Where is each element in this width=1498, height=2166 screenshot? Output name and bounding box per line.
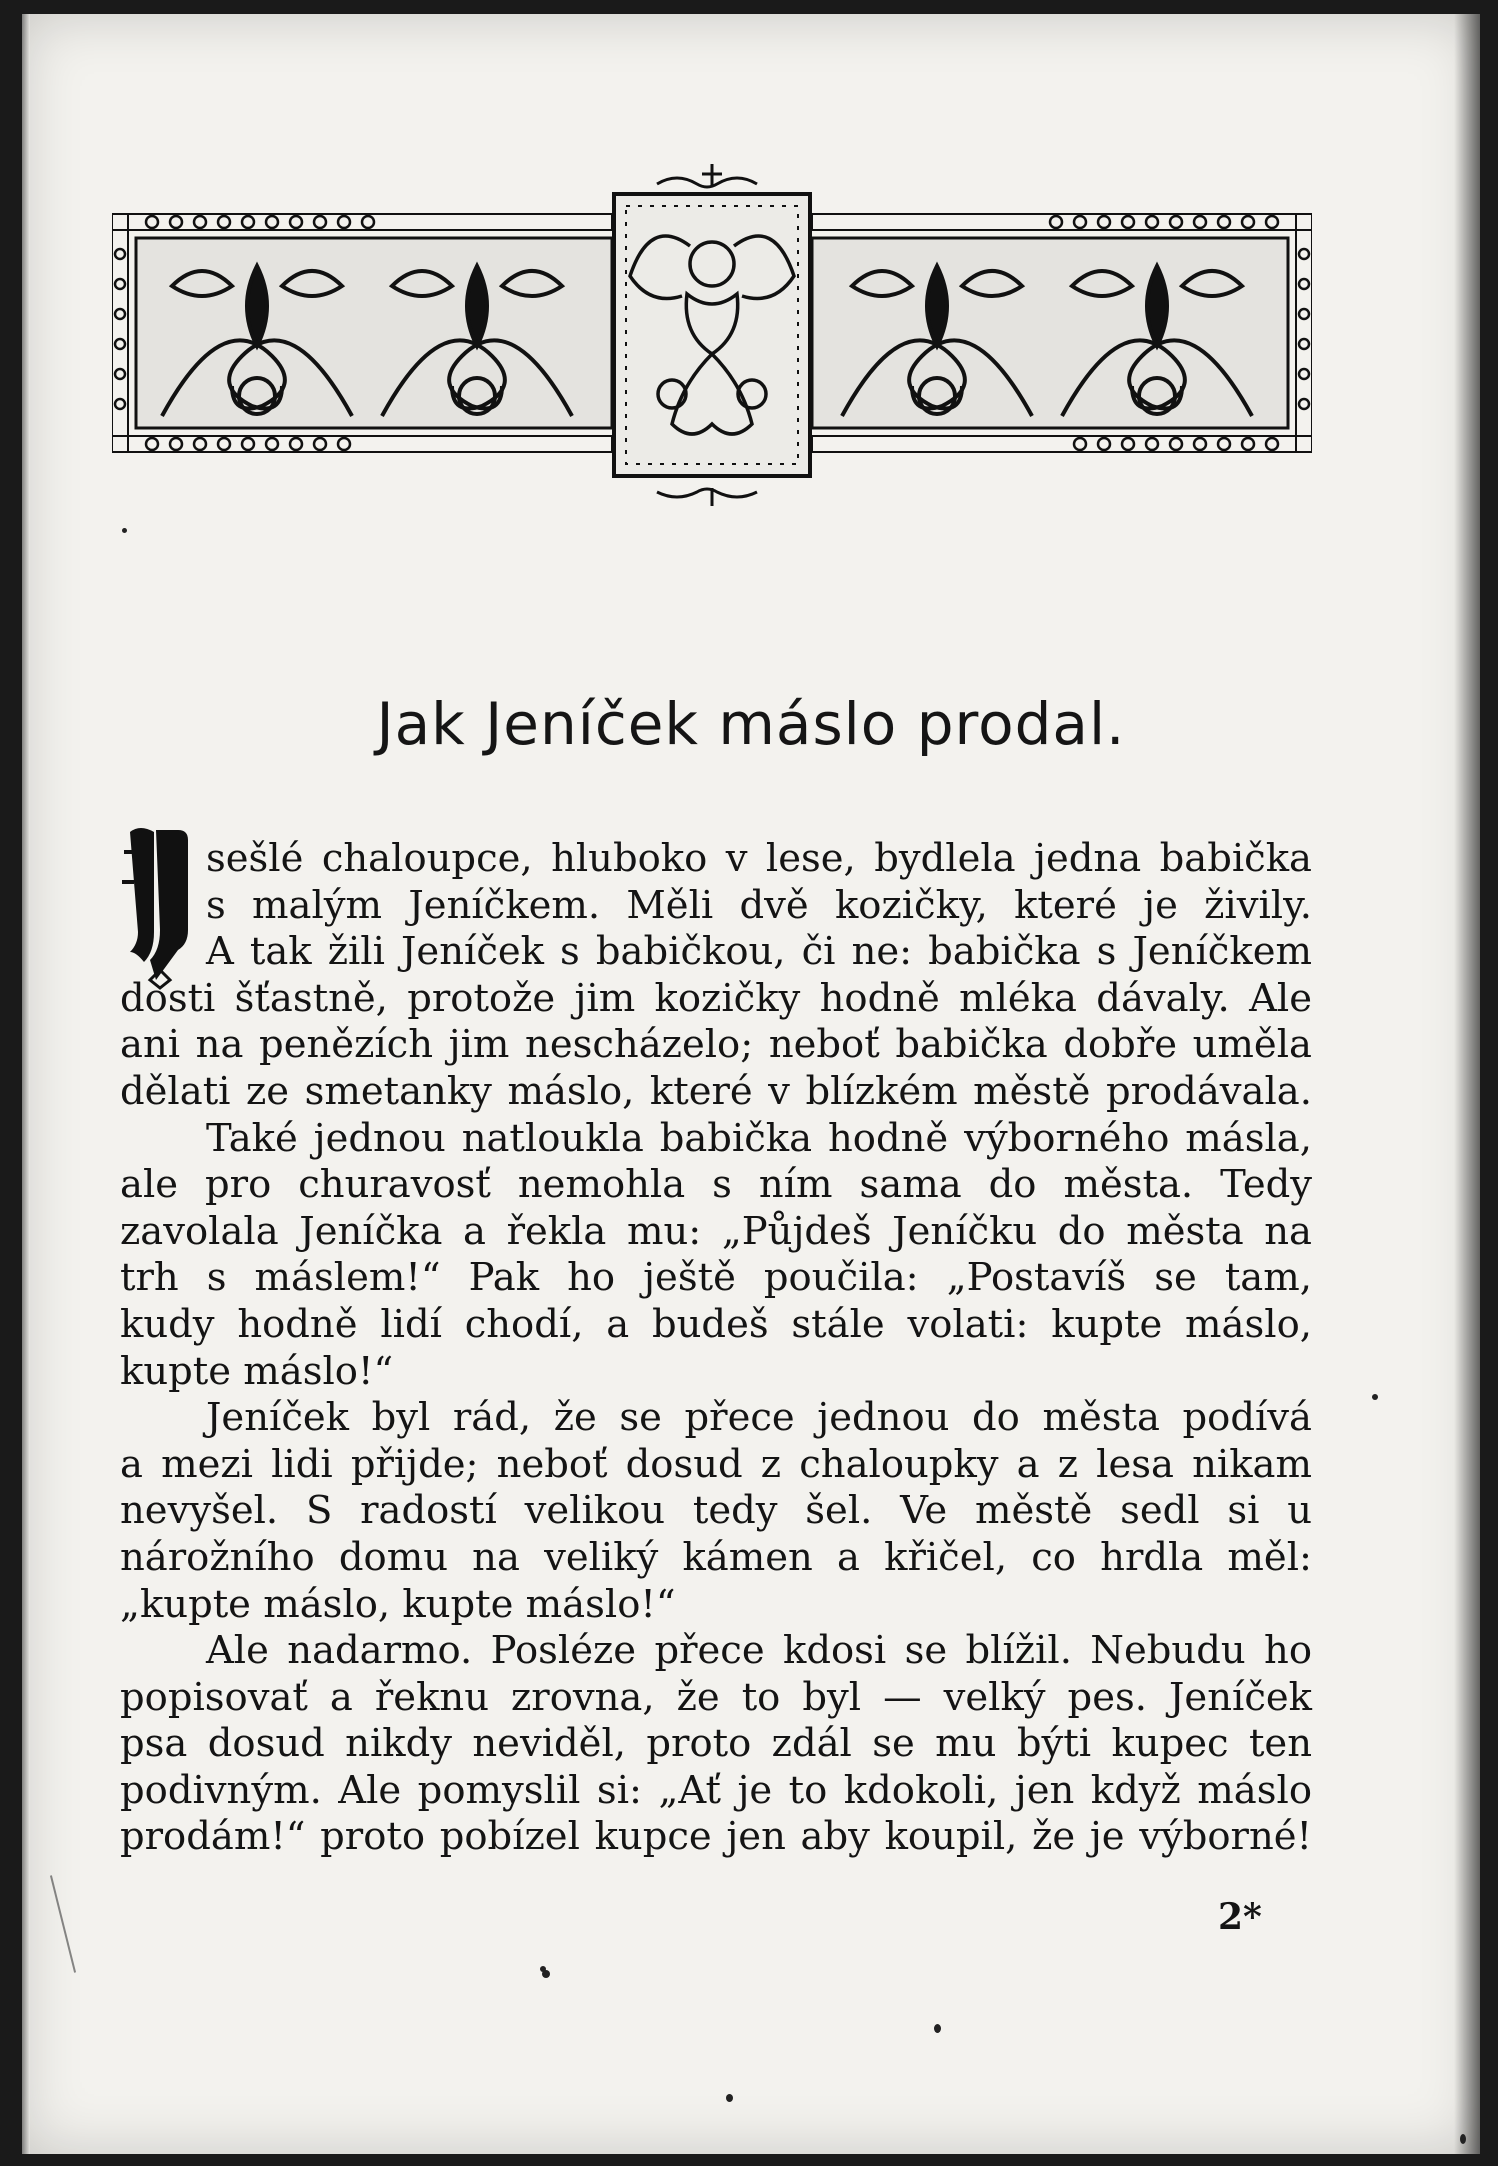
body-text [120, 836, 1312, 1861]
text-line: psa dosud nikdy neviděl, proto zdál se mu býti kupec ten [120, 1721, 1312, 1767]
print-speck [1460, 2134, 1466, 2144]
text-line: ale pro churavosť nemohla s ním sama do města. Tedy [120, 1162, 1312, 1208]
chapter-title: Jak Jeníček máslo prodal. [376, 690, 1126, 758]
print-speck [1372, 1394, 1378, 1400]
text-line: dosti šťastně, protože jim kozičky hodně mléka dávaly. Ale [120, 975, 1312, 1021]
page-left-edge [22, 14, 30, 2154]
text-line: dělati ze smetanky máslo, které v blízkém městě prodávala. [120, 1068, 1312, 1114]
text-line: Také jednou natloukla babička hodně výborného másla, [206, 1115, 1312, 1161]
text-line: a mezi lidi přijde; neboť dosud z chaloupky a z lesa nikam [120, 1441, 1312, 1487]
text-line: „kupte máslo, kupte máslo!“ [120, 1581, 676, 1627]
text-line: trh s máslem!“ Pak ho ještě poučila: „Postavíš se tam, [120, 1255, 1312, 1301]
text-line: nárožního domu na veliký kámen a křičel, co hrdla měl: [120, 1534, 1312, 1580]
print-speck [726, 2094, 733, 2102]
text-line: podivným. Ale pomyslil si: „Ať je to kdokoli, jen když máslo [120, 1767, 1312, 1813]
bottom-crest-ornament [657, 488, 757, 506]
ornamental-headpiece [112, 154, 1312, 514]
print-speck [540, 1966, 546, 1972]
page-right-edge-shadow [1454, 14, 1480, 2154]
left-band [112, 214, 612, 452]
paper-scratch [50, 1875, 76, 1973]
text-line: A tak žili Jeníček s babičkou, či ne: babička s Jeníčkem [206, 929, 1312, 975]
text-line: Ale nadarmo. Posléze přece kdosi se blížil. Nebudu ho [206, 1628, 1312, 1674]
text-line: sešlé chaloupce, hluboko v lese, bydlela jedna babička [206, 836, 1312, 881]
right-band [812, 214, 1312, 452]
text-line: Jeníček byl rád, že se přece jednou do města podívá [206, 1395, 1312, 1441]
text-line: popisovať a řeknu zrovna, že to byl — velký pes. Jeníček [120, 1674, 1312, 1720]
cherub-panel [614, 194, 810, 476]
text-line: s malým Jeníčkem. Měli dvě kozičky, které je živily. [206, 882, 1312, 928]
text-line: nevyšel. S radostí velikou tedy šel. Ve městě sedl si u [120, 1488, 1312, 1534]
print-speck [934, 2024, 941, 2033]
text-line: kudy hodně lidí chodí, a budeš stále volati: kupte máslo, [120, 1301, 1312, 1347]
text-line: kupte máslo!“ [120, 1348, 394, 1394]
text-line: ani na penězích jim nescházelo; neboť babička dobře uměla [120, 1022, 1312, 1068]
text-line: zavolala Jeníčka a řekla mu: „Půjdeš Jeníčku do města na [120, 1208, 1312, 1254]
page-number: 2* [1218, 1896, 1262, 1938]
book-page [22, 14, 1480, 2154]
text-line: prodám!“ proto pobízel kupce jen aby koupil, že je výborné! [120, 1814, 1312, 1860]
print-speck [122, 528, 127, 533]
top-crest-ornament [657, 164, 757, 187]
